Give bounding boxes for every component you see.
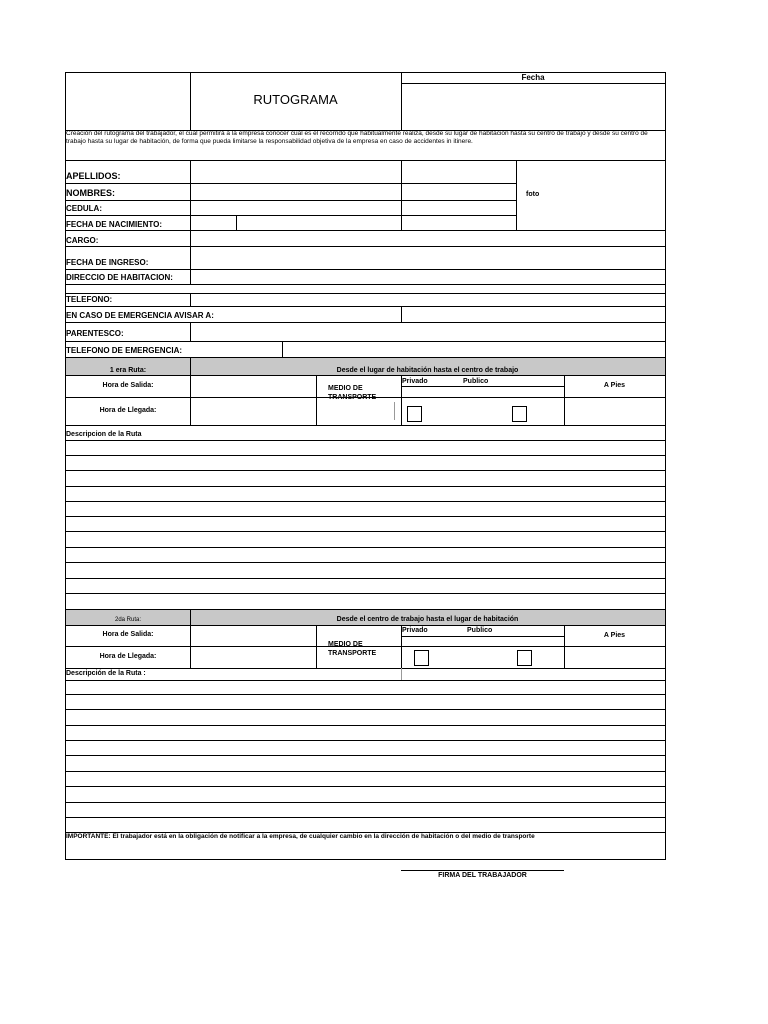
route2-hora-salida-label: Hora de Salida: bbox=[102, 631, 154, 638]
emergencia-label: EN CASO DE EMERGENCIA AVISAR A: bbox=[66, 311, 214, 320]
route2-label: 2da Ruta: bbox=[114, 617, 142, 623]
firma-label: FIRMA DEL TRABAJADOR bbox=[438, 872, 527, 879]
route1-hora-salida-label: Hora de Salida: bbox=[102, 382, 154, 389]
foto-label: foto bbox=[526, 191, 540, 198]
route2-medio-label: MEDIO DE bbox=[328, 641, 363, 648]
route2-privado-checkbox[interactable] bbox=[414, 650, 429, 666]
route1-heading: Desde el lugar de habitación hasta el centro de trabajo bbox=[336, 367, 519, 374]
importante-note: IMPORTANTE: El trabajador está en la obligación de notificar a la empresa, de cualquier cambio en la dirección de habitación o del medio de transporte bbox=[66, 833, 535, 840]
route1-privado-checkbox[interactable] bbox=[407, 406, 422, 422]
route2-a-pies-label: A Pies bbox=[603, 632, 626, 639]
route2-publico-label: Publico bbox=[467, 627, 493, 634]
route2-publico-checkbox[interactable] bbox=[517, 650, 532, 666]
route1-a-pies-label: A Pies bbox=[603, 382, 626, 389]
route1-publico-label: Publico bbox=[463, 378, 489, 385]
route2-descripcion-label: Descripción de la Ruta : bbox=[66, 670, 146, 677]
fecha-nacimiento-label: FECHA DE NACIMIENTO: bbox=[66, 220, 162, 229]
direccion-label: DIRECCIO DE HABITACION: bbox=[66, 273, 173, 282]
route2-transporte-label: TRANSPORTE bbox=[328, 650, 377, 657]
route2-hora-llegada-label: Hora de Llegada: bbox=[99, 653, 157, 660]
cedula-label: CEDULA: bbox=[66, 204, 102, 213]
apellidos-label: APELLIDOS: bbox=[66, 171, 121, 181]
route1-publico-checkbox[interactable] bbox=[512, 406, 527, 422]
route1-label: 1 era Ruta: bbox=[109, 367, 147, 374]
route2-heading: Desde el centro de trabajo hasta el lugar de habitación bbox=[336, 616, 519, 623]
route1-privado-label: Privado bbox=[402, 378, 428, 385]
route2-privado-label: Privado bbox=[402, 627, 428, 634]
cargo-label: CARGO: bbox=[66, 236, 99, 245]
fecha-ingreso-label: FECHA DE INGRESO: bbox=[66, 258, 149, 267]
telefono-emergencia-label: TELEFONO DE EMERGENCIA: bbox=[66, 346, 183, 355]
route1-hora-llegada-label: Hora de Llegada: bbox=[99, 407, 157, 414]
route1-transporte-label: TRANSPORTE bbox=[328, 394, 377, 401]
route1-medio-label: MEDIO DE bbox=[328, 385, 363, 392]
fecha-label: Fecha bbox=[521, 73, 545, 82]
nombres-label: NOMBRES: bbox=[66, 188, 115, 198]
page-title: RUTOGRAMA bbox=[253, 92, 338, 107]
telefono-label: TELEFONO: bbox=[66, 295, 113, 304]
form-description: Creación del rutograma del trabajador, el cual permitirá a la empresa conocer cual es el recorrido que habitualmente realiza, desde su lugar de habitación hasta su centro de trabajo y desde su centro de trabajo hasta su lugar de habitación, de forma que pueda limitarse la responsabilidad objetiva de la empresa en caso de accidentes in itinere. bbox=[66, 130, 648, 145]
route1-descripcion-label: Descripcion de la Ruta bbox=[66, 431, 142, 438]
parentesco-label: PARENTESCO: bbox=[66, 329, 124, 338]
